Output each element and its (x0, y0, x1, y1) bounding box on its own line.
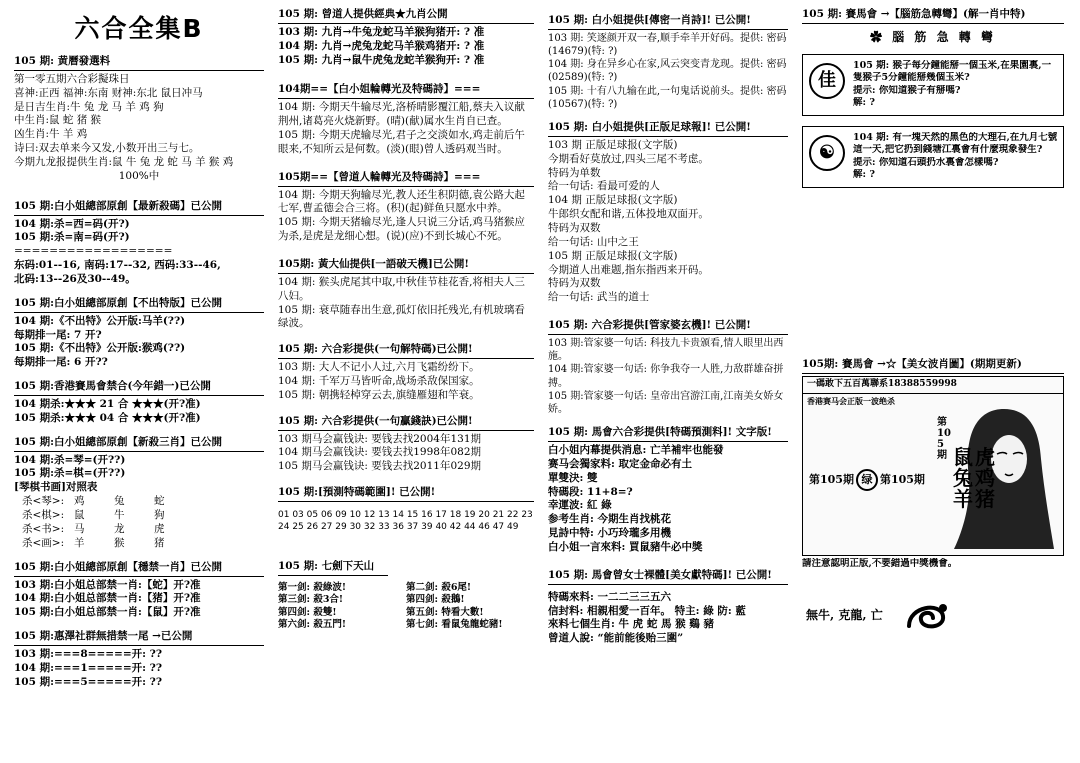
text-line: 解: ? (853, 169, 875, 181)
column-3 (548, 8, 788, 656)
section-heading: 105 期: 六合彩提供(一句解特碼)已公開! (278, 343, 534, 359)
table-cell: 杀<琴>: (22, 495, 65, 508)
divider-line: ================== (14, 245, 173, 258)
table-cell: 蛇 (154, 495, 165, 508)
zeng-poem-section (278, 171, 534, 244)
section-heading: 105 期: 賽馬會 →【腦筋急轉彎】(解一肖中特) (802, 8, 1064, 24)
zodiac-table (14, 495, 264, 550)
text-paragraph: 105 期: 衰草随春出生意,孤灯依旧托残光,有机玻璃看绿波。 (278, 303, 525, 330)
text-line: 白小姐一言來料: 買鼠豬牛必中獎 (548, 541, 703, 554)
text-line: 105 期马会赢钱诀: 要钱去找2011年029期 (278, 460, 482, 473)
text-line: 给一句话: 武当的道士 (548, 291, 650, 304)
text-line: 105 期:杀=棋=(开??) (14, 467, 126, 480)
no-special-section (14, 297, 264, 370)
text-line: 來料七個生肖: 牛 虎 蛇 馬 猴 鷄 豬 (548, 618, 714, 631)
notice-text: 請注意認明正版,不要錯過中獎機會。 (802, 557, 958, 569)
text-line: 104 期 正版足球报(文字版) (548, 194, 678, 207)
column-1 (14, 8, 264, 700)
text-line: 参考生肖: 今期生肖找桃花 (548, 513, 672, 526)
snake-icon (903, 596, 951, 636)
beauty-section (548, 569, 788, 646)
grid-cell: 第四剑: 殺鵝! (406, 594, 465, 606)
footer-text: 無牛, 克龍, 亡 (806, 608, 883, 623)
section-heading: 105 期: 白小姐提供[傳密一肖詩]! 已公開! (548, 14, 788, 30)
text-line: 104 期:===1=====开: ?? (14, 661, 162, 674)
one-line-section (278, 343, 534, 402)
text-paragraph: 104 期: 身在异乡心在家,风云突变青龙现。提供: 密码(02589)(特: ?) (548, 59, 787, 84)
text-line: 單雙決: 雙 (548, 471, 598, 484)
text-line: 105 期:白小姐总部禁一肖:【鼠】开?准 (14, 606, 201, 619)
text-line: 104 期:白小姐总部禁一肖:【猪】开?准 (14, 592, 201, 605)
text-line: 牛郎织女配和谐,五体投地双面开。 (548, 208, 709, 221)
zodiac-char: 鼠 (953, 444, 973, 469)
oracle-section (278, 258, 534, 331)
table-cell: 牛 (114, 509, 125, 522)
section-heading: 105 期: 馬會六合彩提供[特碼預測料]! 文字版! (548, 426, 788, 442)
table-cell: 猴 (114, 536, 125, 549)
nine-zodiac-section (278, 8, 534, 67)
text-paragraph: 103 期:管家婆一句话: 科技九卡贵颁看,情人眼里出西施。 (548, 338, 784, 363)
section-heading: 105 期: 黄曆發選料 (14, 55, 264, 71)
issue-label: 第105期 (879, 472, 925, 486)
poster-issue-row (809, 469, 925, 491)
table-cell: 杀<画>: (22, 536, 65, 549)
section-heading: 105期==【曾道人輪轉光及特碼詩】=== (278, 171, 534, 187)
section-heading: 105 期: 白小姐提供[正版足球報]! 已公開! (548, 121, 788, 137)
grid-cell: 第六剑: 殺五門! (278, 619, 346, 631)
ban-one-section (14, 561, 264, 620)
section-heading: 105 期:[預測特碼範圍]! 已公開! (278, 486, 534, 502)
emblem-icon: 佳 (809, 63, 845, 99)
text-line: 104 期: 千军万马皆听命,战场杀敌保国家。 (278, 375, 480, 388)
zodiac-char: 猪 (975, 486, 995, 511)
brain-icon: ✿ (870, 29, 886, 44)
text-line: 今期道人出难题,指东指西来开码。 (548, 263, 709, 276)
text-line: 隻猴子5分鐘能掰幾個玉米? (853, 72, 970, 84)
page-title: 六合全集B (74, 14, 204, 43)
wave-badge: 绿 (856, 469, 878, 491)
section-heading: 105 期:香港賽馬會禁合(今年錯一)已公開 (14, 380, 264, 396)
column-4 (802, 8, 1064, 646)
text-paragraph: 103 期: 笑逐颜开双一春,顺手牵羊开好码。提供: 密码(14679)(特: ?) (548, 32, 787, 58)
text-line: 特碼來料: 一二二三三五六 (548, 590, 672, 603)
text-line: 104 期: 有一塊天然的黑色的大理石,在九月七號 (853, 131, 1057, 143)
text-line: 提示: 你知道石頭扔水裏會怎樣嗎? (853, 156, 999, 168)
text-line: 100%中 (118, 169, 160, 182)
text-line: [琴棋书画]对照表 (14, 481, 98, 494)
text-paragraph: 104 期:管家婆一句话: 你争我夺一人胜,力敌群雄奋拼搏。 (548, 364, 784, 389)
text-line: 信封料: 相親相愛一百年。 特主: 綠 防: 藍 (548, 604, 746, 617)
issue-label: 第105期 (809, 472, 854, 486)
text-paragraph: 104 期: 今期天牛输尽光,洛桥晴影覆江船,蔡夫入议献荆州,诸葛亮火烧新野。(晴)(献)属水生肖自已查。 (278, 101, 525, 128)
text-line: 喜神:正西 福神:东南 财神:东北 鼠日冲马 (14, 86, 203, 99)
teaser-box-2 (802, 126, 1064, 188)
text-line: 105 期: 九肖→鼠牛虎兔龙蛇羊猴狗开: ? 准 (278, 53, 485, 66)
zodiac-char: 兔 (953, 465, 973, 490)
text-line: 104 期杀:★★★ 21 合 ★★★(开?准) (14, 398, 201, 411)
kill-three-section (14, 436, 264, 551)
text-line: 103 期马会赢钱诀: 要钱去找2004年131期 (278, 432, 482, 445)
section-heading: 105 期: 馬會曾女士裸體[美女獻特碼]! 已公開! (548, 569, 788, 585)
poster-top-text: 一碼敢下五百萬聯系18388559998 (803, 377, 1063, 394)
ban-tail-section (14, 630, 264, 689)
text-line: 特码为单数 (548, 166, 601, 179)
text-line: 第一零五期六合彩擬珠日 (14, 72, 130, 85)
text-line: 105 期:《不出特》公开版:猴鸡(??) (14, 342, 186, 355)
text-line: 中生肖:鼠 蛇 猪 猴 (14, 114, 102, 127)
text-line: 提示: 你知道猴子有掰嗎? (853, 84, 961, 96)
text-line: 给一句话: 看最可爱的人 (548, 180, 660, 193)
text-line: 曾道人說: “能前能後贻三圍” (548, 632, 684, 645)
column-2 (278, 8, 534, 642)
text-line: 104 期:《不出特》公开版:马羊(??) (14, 314, 186, 327)
text-line: 105 期 正版足球报(文字版) (548, 249, 678, 262)
range-section (278, 486, 534, 534)
table-cell: 鼠 (74, 509, 85, 522)
text-line: 103 期 正版足球报(文字版) (548, 138, 678, 151)
text-line: 白小姐内幕提供消息: 亡羊補牢也能發 (548, 444, 724, 456)
table-cell: 马 (74, 522, 85, 535)
text-paragraph: 105 期: 今期天猪输尽光,逢人只说三分话,鸡马猪猴应为杀,是虎是龙细心想。(说)(应)不到长城心不死。 (278, 216, 525, 243)
grid-cell: 第二剑: 殺6尾! (406, 581, 472, 593)
housekeeper-section (548, 319, 788, 416)
text-paragraph: 105 期: 十有八九输在此,一句鬼话说前头。提供: 密码(10567)(特: ?) (548, 85, 787, 110)
text-line: 104 期:杀=琴=(开??) (14, 453, 126, 466)
wave-poster-section (802, 358, 1064, 636)
text-line: 每期排一尾: 6 开?? (14, 356, 108, 369)
football-section (548, 121, 788, 305)
grid-cell: 第四剑: 殺雙! (278, 606, 337, 618)
zodiac-char: 虎 (975, 444, 995, 469)
section-heading: 105 期:白小姐總部原創【不出特版】已公開 (14, 297, 264, 313)
section-heading: 105 期: 六合彩提供[管家婆玄機]! 已公開! (548, 319, 788, 335)
text-line: 104 期:杀=西=码(开?) (14, 217, 130, 230)
text-line: 北码:13--26及30--49。 (14, 273, 136, 286)
secret-poem-section (548, 14, 788, 111)
section-heading: 105期: 黃大仙提供[一語破天機]已公開! (278, 258, 534, 274)
text-line: 幸運波: 紅 綠 (548, 499, 612, 512)
table-cell: 猪 (154, 536, 165, 549)
text-line: 今期看好莫放过,四头三尾不考虑。 (548, 152, 709, 165)
number-line: 01 03 05 06 09 10 12 13 14 15 16 17 18 19 20 21 22 23 (278, 510, 533, 521)
section-heading: 105期: 賽馬會 →☆【美女波肖圖】(期期更新) (802, 358, 1064, 374)
banner-text: 腦 筋 急 轉 彎 (892, 29, 996, 44)
poster-zodiac-grid (953, 444, 997, 511)
table-cell: 狗 (154, 509, 165, 522)
bai-poem-section (278, 83, 534, 156)
text-line: 东码:01--16, 南码:17--32, 西码:33--46, (14, 259, 221, 272)
poster-subtitle: 香港赛马会正版一波绝杀 (807, 395, 895, 406)
text-line: 是日吉生肖:牛 兔 龙 马 羊 鸡 狗 (14, 100, 164, 113)
footer-row (802, 596, 1064, 636)
text-line: 凶生肖:牛 羊 鸡 (14, 128, 88, 141)
text-line: 見詩中特: 小巧玲瓏多用機 (548, 527, 672, 540)
text-line: 105 期: 猴子每分鐘能掰一個玉米,在果園裏,一 (853, 59, 1052, 71)
number-line: 24 25 26 27 29 30 32 33 36 37 39 40 42 44 46 47 49 (278, 521, 519, 532)
text-line: 105 期杀:★★★ 04 合 ★★★(开?准) (14, 411, 201, 424)
win-money-section (278, 415, 534, 474)
forbidden-combo-section (14, 380, 264, 426)
text-line: 特码为双数 (548, 222, 601, 234)
table-cell: 羊 (74, 536, 85, 549)
zodiac-char: 羊 (953, 486, 973, 511)
section-heading: 105 期: 六合彩提供(一句贏錢訣)已公開! (278, 415, 534, 431)
table-cell: 杀<棋>: (22, 509, 65, 522)
zodiac-char: 鸡 (975, 465, 995, 490)
text-line: 解: ? (853, 97, 875, 109)
section-heading: 105 期:白小姐總部原創【穩禁一肖】已公開 (14, 561, 264, 577)
yin-yang-icon: ☯ (809, 135, 845, 171)
brain-teaser-section (802, 8, 1064, 188)
almanac-section (14, 55, 264, 184)
wave-poster (802, 376, 1064, 556)
swords-grid (278, 582, 534, 632)
grid-cell: 第三剑: 殺3合! (278, 594, 344, 606)
text-line: 每期排一尾: 7 开? (14, 328, 102, 341)
text-line: 诗曰:双去单来今又发,小数开出三与七。 (14, 142, 200, 155)
text-line: 104 期: 九肖→虎兔龙蛇马羊猴鸡猪开: ? 准 (278, 39, 485, 52)
section-heading: 105 期:白小姐總部原創【最新殺碼】已公開 (14, 200, 264, 216)
grid-cell: 第五剑: 特看大數! (406, 606, 484, 618)
text-line: 105 期:杀=南=码(开?) (14, 231, 130, 244)
text-line: 105 期: 朝携轻棹穿云去,旗缝雁翅和竿衰。 (278, 388, 480, 401)
teaser-box-1 (802, 54, 1064, 116)
table-cell: 杀<书>: (22, 522, 65, 535)
text-line: 赛马会獨家料: 取定金命必有土 (548, 457, 693, 470)
text-line: 103 期: 九肖→牛兔龙蛇马羊猴狗猪开: ? 准 (278, 25, 485, 38)
text-line: 给一句话: 山中之王 (548, 235, 639, 248)
text-line: 105 期:===5=====开: ?? (14, 675, 162, 688)
text-paragraph: 105 期:管家婆一句话: 皇帝出宫游江南,江南美女娇女娇。 (548, 390, 784, 415)
table-cell: 兔 (114, 495, 125, 508)
text-line: 103 期:白小姐总部禁一肖:【蛇】开?准 (14, 578, 201, 591)
text-line: 特碼段: 11+8=? (548, 485, 633, 498)
text-paragraph: 104 期: 今期天狗输尽光,教人还生积阴德,袁公路大起七军,曹孟德会合三将。(积)(起)鲜鱼只愿水中养。 (278, 188, 525, 215)
table-cell: 龙 (114, 522, 125, 535)
grid-cell: 第七剑: 看鼠兔龍蛇豬! (406, 619, 503, 631)
grid-cell: 第一剑: 殺綠波! (278, 581, 346, 593)
table-cell: 虎 (154, 522, 165, 535)
text-line: 103 期:===8=====开: ?? (14, 647, 162, 660)
section-heading: 105 期: 七劍下天山 (278, 560, 388, 576)
text-paragraph: 105 期: 今期天虎输尽光,君子之交淡如水,鸡走前后午眼来,不知所云是何数。(淡)(眼)曾人透码观当时。 (278, 129, 525, 155)
table-cell: 鸡 (74, 495, 85, 508)
text-line: 104 期马会赢钱诀: 要钱去找1998年082期 (278, 446, 482, 459)
text-line: 103 期: 大人不记小人过,六月飞霜纷纷下。 (278, 361, 480, 374)
kill-code-section (14, 200, 264, 287)
text-line: 今期九龙报提供生肖:鼠 牛 兔 龙 蛇 马 羊 猴 鸡 (14, 156, 234, 169)
teaser-banner (802, 30, 1064, 46)
text-paragraph: 104 期: 猴头虎尾其中取,中秋佳节桂花香,将相夫人三八妇。 (278, 275, 525, 302)
section-heading: 104期==【白小姐輪轉光及特碼詩】=== (278, 83, 534, 99)
seven-swords-section (278, 560, 534, 632)
text-line: 這一天,把它扔到錢塘江裏會有什麼現象發生? (853, 144, 1043, 156)
poster-side-issue: 第105期 (937, 416, 951, 461)
text-line: 特码为双数 (548, 277, 601, 290)
section-heading: 105 期:惠澤社群無措禁一尾 →已公開 (14, 630, 264, 646)
prediction-section (548, 426, 788, 555)
section-heading: 105 期: 曾道人提供經典★九肖公開 (278, 8, 534, 24)
section-heading: 105 期:白小姐總部原創【新殺三肖】已公開 (14, 436, 264, 452)
